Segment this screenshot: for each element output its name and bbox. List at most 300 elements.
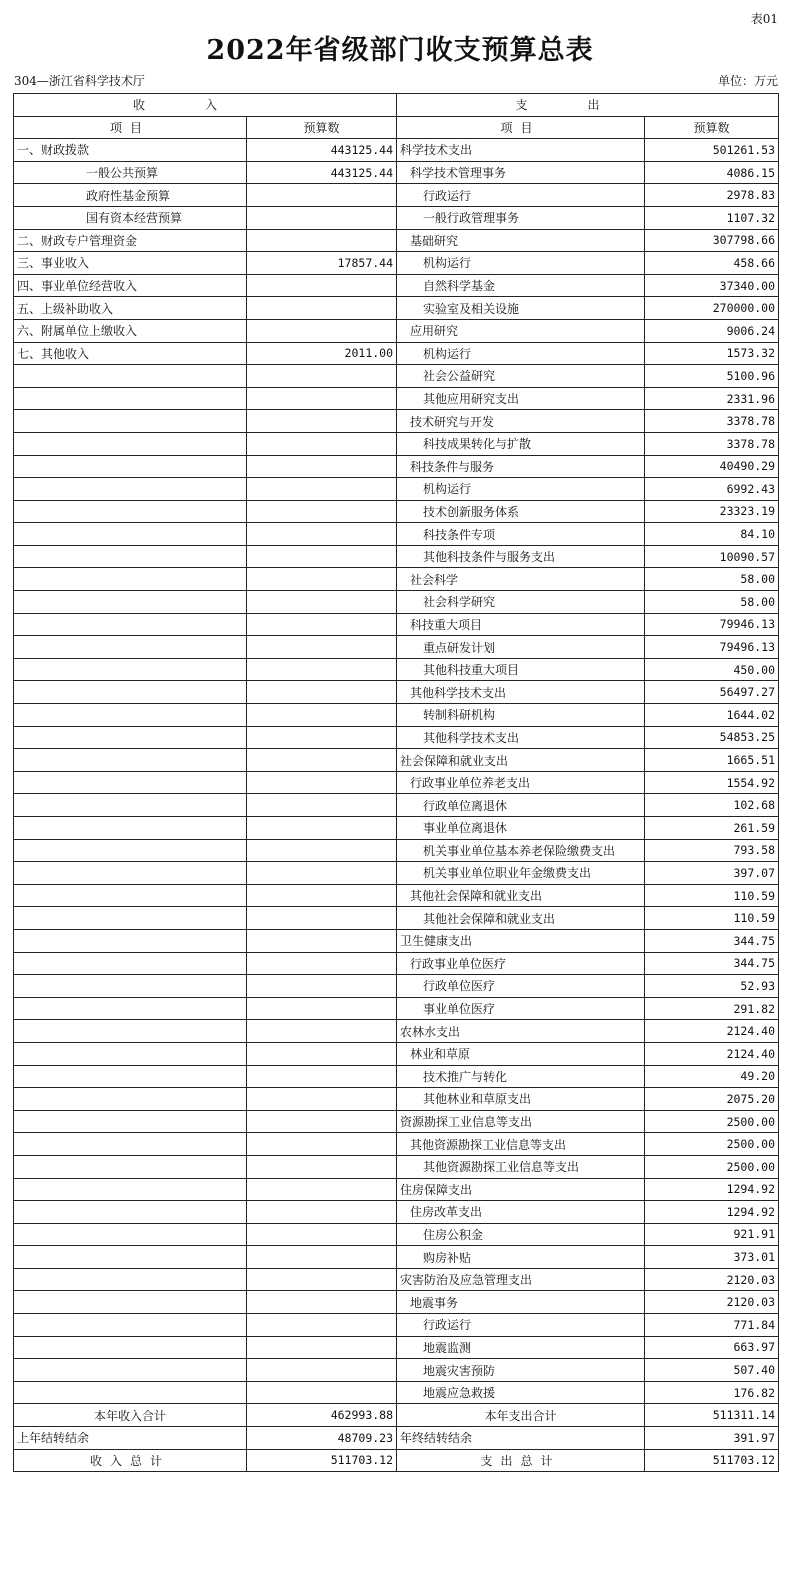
income-item: 一、财政拨款 [14,139,247,162]
income-item [14,1268,247,1291]
expense-item: 其他科技条件与服务支出 [397,545,645,568]
table-row [14,455,779,478]
expense-item: 地震监测 [397,1336,645,1359]
expense-value: 2124.40 [645,1020,779,1043]
expense-item: 事业单位离退休 [397,817,645,840]
income-value [247,975,397,998]
expense-item: 其他林业和草原支出 [397,1088,645,1111]
income-value [247,1314,397,1337]
income-total-label: 收入总计 [14,1449,247,1472]
income-year-total-label: 本年收入合计 [14,1404,247,1427]
table-row [14,1201,779,1224]
income-item [14,658,247,681]
income-value: 17857.44 [247,252,397,275]
expense-item: 科技重大项目 [397,613,645,636]
income-value [247,1381,397,1404]
expense-item: 行政单位离退休 [397,794,645,817]
income-value [247,184,397,207]
income-item [14,478,247,501]
expense-value: 2978.83 [645,184,779,207]
income-value [247,929,397,952]
expense-item: 应用研究 [397,319,645,342]
table-row [14,929,779,952]
income-value [247,1178,397,1201]
income-item [14,500,247,523]
expense-value: 397.07 [645,862,779,885]
income-item [14,410,247,433]
expense-item: 卫生健康支出 [397,929,645,952]
table-number: 表01 [750,12,778,26]
income-item [14,681,247,704]
prev-balance-value: 48709.23 [247,1427,397,1450]
income-value [247,1110,397,1133]
income-value [247,1065,397,1088]
income-value [247,681,397,704]
expense-item: 行政运行 [397,184,645,207]
expense-value: 3378.78 [645,410,779,433]
expense-value: 1554.92 [645,771,779,794]
income-value [247,319,397,342]
table-row [14,1268,779,1291]
income-value [247,410,397,433]
income-budget-header: 预算数 [247,116,397,139]
expense-value: 2124.40 [645,1042,779,1065]
income-item [14,545,247,568]
expense-total-value: 511703.12 [645,1449,779,1472]
expense-value: 110.59 [645,884,779,907]
income-item [14,613,247,636]
expense-item: 农林水支出 [397,1020,645,1043]
income-item [14,817,247,840]
income-item [14,1291,247,1314]
expense-value: 52.93 [645,975,779,998]
expense-item: 其他社会保障和就业支出 [397,884,645,907]
expense-item: 社会科学 [397,568,645,591]
table-row [14,1314,779,1337]
income-value [247,1223,397,1246]
expense-item: 重点研发计划 [397,636,645,659]
expense-value: 1665.51 [645,749,779,772]
income-item [14,1178,247,1201]
expense-value: 176.82 [645,1381,779,1404]
table-row [14,432,779,455]
expense-item: 行政运行 [397,1314,645,1337]
income-value [247,500,397,523]
expense-value: 771.84 [645,1314,779,1337]
income-item [14,771,247,794]
income-item [14,1088,247,1111]
balance-row [14,1427,779,1450]
income-value [247,432,397,455]
table-row [14,771,779,794]
income-value [247,749,397,772]
income-value [247,297,397,320]
expense-item: 其他科学技术支出 [397,681,645,704]
expense-item: 机构运行 [397,342,645,365]
expense-item: 其他资源勘探工业信息等支出 [397,1133,645,1156]
income-item: 四、事业单位经营收入 [14,274,247,297]
table-row [14,1088,779,1111]
income-item [14,1201,247,1224]
table-row [14,907,779,930]
prev-balance-label: 上年结转结余 [14,1427,247,1450]
expense-value: 102.68 [645,794,779,817]
expense-item: 科技条件与服务 [397,455,645,478]
income-value [247,907,397,930]
table-row [14,1381,779,1404]
income-value [247,229,397,252]
table-row [14,726,779,749]
income-value [247,1088,397,1111]
income-item [14,1223,247,1246]
income-value [247,1042,397,1065]
expense-item: 其他社会保障和就业支出 [397,907,645,930]
expense-item: 购房补贴 [397,1246,645,1269]
table-row [14,297,779,320]
expense-value: 458.66 [645,252,779,275]
expense-value: 6992.43 [645,478,779,501]
expense-item: 转制科研机构 [397,704,645,727]
table-row [14,139,779,162]
income-item [14,455,247,478]
expense-budget-header: 预算数 [645,116,779,139]
income-value [247,1201,397,1224]
header-row-sections [14,94,779,117]
expense-value: 2075.20 [645,1088,779,1111]
income-item [14,432,247,455]
expense-item: 林业和草原 [397,1042,645,1065]
income-item [14,365,247,388]
income-item [14,1314,247,1337]
end-balance-label: 年终结转结余 [397,1427,645,1450]
income-item [14,1042,247,1065]
expense-value: 5100.96 [645,365,779,388]
expense-value: 261.59 [645,817,779,840]
income-value [247,1268,397,1291]
expense-item: 社会保障和就业支出 [397,749,645,772]
income-value [247,478,397,501]
table-row [14,1110,779,1133]
expense-item: 自然科学基金 [397,274,645,297]
expense-value: 23323.19 [645,500,779,523]
income-item [14,794,247,817]
header-row-columns [14,116,779,139]
income-item [14,749,247,772]
table-row [14,817,779,840]
income-item: 三、事业收入 [14,252,247,275]
table-row [14,161,779,184]
expense-value: 2500.00 [645,1133,779,1156]
income-item [14,1133,247,1156]
income-item [14,997,247,1020]
expense-value: 110.59 [645,907,779,930]
expense-value: 2500.00 [645,1155,779,1178]
expense-value: 4086.15 [645,161,779,184]
expense-item: 其他科学技术支出 [397,726,645,749]
expense-item: 机关事业单位职业年金缴费支出 [397,862,645,885]
table-row [14,1042,779,1065]
expense-item: 事业单位医疗 [397,997,645,1020]
income-value [247,704,397,727]
table-row [14,319,779,342]
income-item [14,1020,247,1043]
income-item [14,884,247,907]
expense-item: 技术推广与转化 [397,1065,645,1088]
income-value [247,794,397,817]
income-value [247,952,397,975]
expense-value: 2331.96 [645,387,779,410]
unit-label: 单位：万元 [717,74,778,88]
income-value [247,862,397,885]
expense-item: 一般行政管理事务 [397,206,645,229]
expense-item: 科技成果转化与扩散 [397,432,645,455]
income-item: 五、上级补助收入 [14,297,247,320]
table-row [14,1178,779,1201]
expense-value: 1294.92 [645,1201,779,1224]
expense-value: 54853.25 [645,726,779,749]
table-row [14,704,779,727]
expense-value: 3378.78 [645,432,779,455]
table-row [14,884,779,907]
table-row [14,410,779,433]
table-row [14,568,779,591]
expense-item-header: 项目 [397,116,645,139]
expense-value: 501261.53 [645,139,779,162]
income-value [247,1155,397,1178]
income-item: 国有资本经营预算 [14,206,247,229]
expense-value: 344.75 [645,929,779,952]
expense-value: 58.00 [645,591,779,614]
income-value [247,771,397,794]
expense-item: 住房改革支出 [397,1201,645,1224]
expense-item: 其他科技重大项目 [397,658,645,681]
income-item: 一般公共预算 [14,161,247,184]
income-item [14,591,247,614]
income-value [247,997,397,1020]
expense-item: 机构运行 [397,252,645,275]
expense-value: 307798.66 [645,229,779,252]
income-item [14,1110,247,1133]
table-row [14,1155,779,1178]
income-item [14,907,247,930]
income-item [14,1381,247,1404]
table-row [14,794,779,817]
income-item [14,1155,247,1178]
income-value [247,1246,397,1269]
income-value [247,839,397,862]
expense-value: 507.40 [645,1359,779,1382]
expense-value: 49.20 [645,1065,779,1088]
expense-item: 技术创新服务体系 [397,500,645,523]
income-value [247,591,397,614]
expense-value: 1294.92 [645,1178,779,1201]
budget-table [13,93,779,1472]
table-row [14,342,779,365]
expense-item: 其他应用研究支出 [397,387,645,410]
income-item [14,636,247,659]
expense-item: 社会公益研究 [397,365,645,388]
expense-value: 56497.27 [645,681,779,704]
year-total-row [14,1404,779,1427]
income-value [247,817,397,840]
table-row [14,975,779,998]
expense-value: 79496.13 [645,636,779,659]
table-row [14,500,779,523]
expense-value: 2500.00 [645,1110,779,1133]
expense-item: 技术研究与开发 [397,410,645,433]
expense-item: 实验室及相关设施 [397,297,645,320]
expense-value: 2120.03 [645,1291,779,1314]
income-value [247,568,397,591]
income-item [14,1336,247,1359]
expense-total-label: 支出总计 [397,1449,645,1472]
table-row [14,252,779,275]
expense-value: 291.82 [645,997,779,1020]
income-value [247,726,397,749]
table-row [14,545,779,568]
expense-value: 270000.00 [645,297,779,320]
expense-item: 科学技术管理事务 [397,161,645,184]
income-item-header: 项目 [14,116,247,139]
expense-item: 机关事业单位基本养老保险缴费支出 [397,839,645,862]
expense-value: 58.00 [645,568,779,591]
expense-item: 行政单位医疗 [397,975,645,998]
table-row [14,206,779,229]
income-item [14,726,247,749]
grand-total-row [14,1449,779,1472]
expense-year-total-value: 511311.14 [645,1404,779,1427]
table-row [14,1359,779,1382]
page-title: 2022年省级部门收支预算总表 [206,35,594,66]
income-item [14,704,247,727]
expense-item: 机构运行 [397,478,645,501]
expense-value: 450.00 [645,658,779,681]
income-item [14,862,247,885]
expense-item: 行政事业单位养老支出 [397,771,645,794]
table-row [14,229,779,252]
table-row [14,478,779,501]
expense-year-total-label: 本年支出合计 [397,1404,645,1427]
income-value [247,658,397,681]
income-value: 443125.44 [247,139,397,162]
expense-value: 79946.13 [645,613,779,636]
expense-item: 科技条件专项 [397,523,645,546]
table-row [14,1223,779,1246]
income-item [14,952,247,975]
expense-section-header: 支出 [397,94,779,117]
table-row [14,997,779,1020]
expense-item: 地震灾害预防 [397,1359,645,1382]
expense-value: 37340.00 [645,274,779,297]
income-value [247,365,397,388]
table-row [14,658,779,681]
table-row [14,681,779,704]
expense-value: 10090.57 [645,545,779,568]
expense-item: 其他资源勘探工业信息等支出 [397,1155,645,1178]
expense-item: 科学技术支出 [397,139,645,162]
table-row [14,523,779,546]
department-name: 304—浙江省科学技术厅 [14,74,145,88]
income-value [247,1020,397,1043]
table-row [14,1065,779,1088]
expense-value: 663.97 [645,1336,779,1359]
expense-value: 373.01 [645,1246,779,1269]
table-row [14,862,779,885]
income-value: 2011.00 [247,342,397,365]
expense-item: 社会科学研究 [397,591,645,614]
income-item: 七、其他收入 [14,342,247,365]
table-row [14,636,779,659]
expense-item: 住房公积金 [397,1223,645,1246]
expense-item: 基础研究 [397,229,645,252]
income-value [247,455,397,478]
table-row [14,274,779,297]
income-value [247,206,397,229]
expense-value: 40490.29 [645,455,779,478]
expense-value: 84.10 [645,523,779,546]
expense-item: 地震事务 [397,1291,645,1314]
income-value [247,274,397,297]
expense-item: 地震应急救援 [397,1381,645,1404]
income-year-total-value: 462993.88 [247,1404,397,1427]
expense-value: 1573.32 [645,342,779,365]
income-value [247,884,397,907]
income-value [247,1291,397,1314]
table-row [14,1291,779,1314]
table-row [14,1133,779,1156]
income-value [247,613,397,636]
income-item: 政府性基金预算 [14,184,247,207]
income-value [247,1336,397,1359]
expense-value: 1644.02 [645,704,779,727]
expense-value: 344.75 [645,952,779,975]
expense-item: 行政事业单位医疗 [397,952,645,975]
income-value: 443125.44 [247,161,397,184]
income-item [14,839,247,862]
expense-item: 住房保障支出 [397,1178,645,1201]
income-value [247,1359,397,1382]
income-item [14,387,247,410]
expense-value: 2120.03 [645,1268,779,1291]
expense-item: 灾害防治及应急管理支出 [397,1268,645,1291]
table-row [14,1020,779,1043]
table-row [14,952,779,975]
income-item [14,1359,247,1382]
table-row [14,387,779,410]
income-item [14,568,247,591]
table-row [14,591,779,614]
table-row [14,184,779,207]
expense-item: 资源勘探工业信息等支出 [397,1110,645,1133]
table-row [14,839,779,862]
income-total-value: 511703.12 [247,1449,397,1472]
income-item [14,975,247,998]
expense-value: 793.58 [645,839,779,862]
income-item [14,1246,247,1269]
income-value [247,545,397,568]
income-value [247,636,397,659]
income-item [14,929,247,952]
end-balance-value: 391.97 [645,1427,779,1450]
table-row [14,365,779,388]
income-item: 二、财政专户管理资金 [14,229,247,252]
income-item [14,1065,247,1088]
table-row [14,1246,779,1269]
table-row [14,1336,779,1359]
income-item: 六、附属单位上缴收入 [14,319,247,342]
income-value [247,1133,397,1156]
income-section-header: 收入 [14,94,397,117]
